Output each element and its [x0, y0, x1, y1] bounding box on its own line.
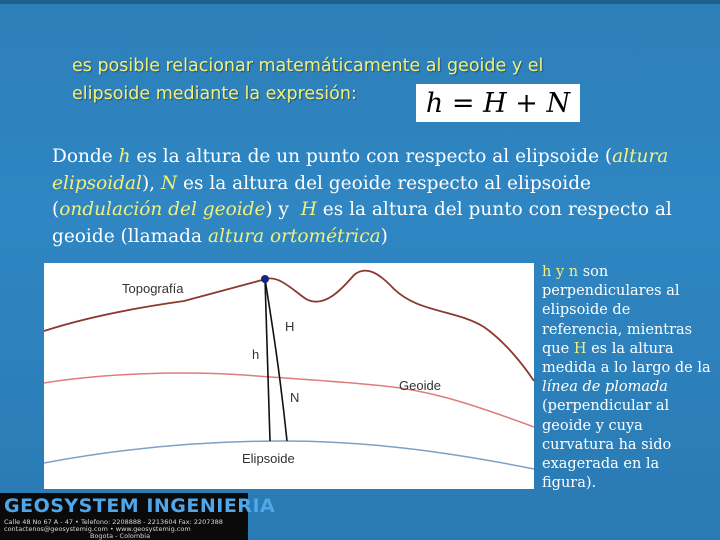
- side-text-3: (perpendicular al geoide y cuya curvatura ha sido exagerada en la figura).: [542, 398, 672, 492]
- para-altura-ortometrica: altura ortométrica: [207, 225, 381, 247]
- para-text-5: ) y: [265, 199, 301, 220]
- para-altura-elipsoidal: altura elipsoidal: [52, 146, 669, 194]
- para-text-4: es la altura del geoide respecto al elipsoide (: [52, 172, 592, 220]
- logo-contact: contactenos@geosystemig.com • www.geosystemig.com: [4, 525, 191, 533]
- geoid-curve: [44, 373, 534, 427]
- side-H: H: [573, 340, 587, 357]
- para-H: H: [300, 199, 317, 220]
- side-text-1: son perpendiculares al elipsoide de referencia, mientras que: [542, 264, 693, 357]
- para-text-1: Donde: [52, 146, 119, 167]
- para-h: h: [118, 146, 131, 167]
- label-N: N: [290, 390, 300, 405]
- label-topografia: Topografía: [122, 281, 184, 296]
- side-note: [542, 263, 712, 493]
- para-text-3: ),: [141, 172, 161, 194]
- para-ondulacion: ondulación del geoide: [59, 199, 266, 220]
- side-text-2: es la altura medida a lo largo de la: [542, 340, 711, 377]
- formula-equals: =: [443, 87, 484, 119]
- side-hn: h y n: [542, 264, 579, 280]
- heading-line-1: es posible relacionar matemáticamente al geoide y el: [72, 56, 544, 76]
- para-text-2: es la altura de un punto con respecto al elipsoide (: [130, 146, 613, 167]
- formula-H: H: [483, 87, 507, 119]
- formula-plus: +: [506, 87, 547, 119]
- para-text-6: es la altura del punto con respecto al geoide (llamada: [52, 199, 672, 247]
- para-text-7: ): [380, 225, 388, 247]
- formula-box: [416, 84, 580, 122]
- formula-h: h: [425, 87, 444, 119]
- label-H: H: [285, 319, 295, 334]
- formula-N: N: [546, 87, 571, 119]
- geoid-diagram-svg: [44, 263, 534, 489]
- side-linea-plomada: línea de plomada: [542, 379, 668, 396]
- top-border: [0, 0, 720, 4]
- geoid-diagram: [44, 263, 534, 489]
- logo-address: Calle 48 No 67 A - 47 • Telefono: 2208888 - 2213604 Fax: 2207388: [4, 518, 223, 526]
- label-h: h: [252, 347, 260, 362]
- para-N: N: [160, 172, 178, 194]
- logo-title: GEOSYSTEM INGENIERIA: [4, 495, 276, 517]
- logo-city: Bogota - Colombia: [90, 532, 151, 540]
- label-geoide: Geoide: [399, 378, 441, 393]
- label-elipsoide: Elipsoide: [242, 451, 295, 466]
- main-paragraph: [52, 144, 672, 250]
- geosystem-logo: [0, 493, 276, 540]
- heading-line-2: elipsoide mediante la expresión:: [72, 84, 357, 104]
- surface-point: [261, 275, 269, 283]
